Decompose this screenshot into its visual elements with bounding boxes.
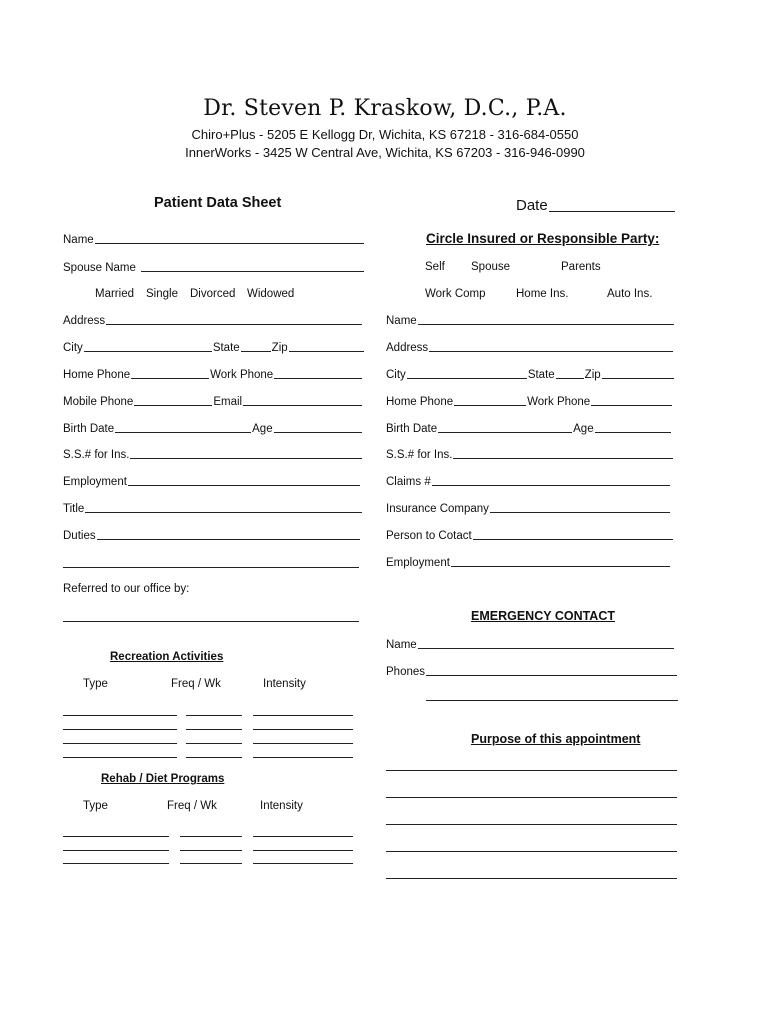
duties-line-2[interactable] (63, 567, 359, 568)
practice-title: Dr. Steven P. Kraskow, D.C., P.A. (203, 96, 567, 121)
employment-field[interactable] (63, 474, 361, 488)
ssn-label: S.S.# for Ins. (63, 449, 130, 461)
ssn-field[interactable] (63, 447, 363, 461)
purpose-heading: Purpose of this appointment (471, 732, 641, 746)
recreation-col-type: Type (83, 678, 108, 690)
rec-freq-line[interactable] (186, 743, 242, 744)
purpose-line[interactable] (386, 851, 677, 852)
r-address-field[interactable] (386, 340, 674, 354)
r-birth-age-field[interactable] (386, 421, 672, 435)
r-city-state-zip-field[interactable] (386, 367, 675, 381)
rec-type-line[interactable] (63, 715, 177, 716)
party-heading: Circle Insured or Responsible Party: (426, 231, 660, 246)
address-line-2: InnerWorks - 3425 W Central Ave, Wichita, KS 67203 - 316-946-0990 (185, 145, 585, 160)
referred-label: Referred to our office by: (63, 583, 190, 595)
rehab-type-line[interactable] (63, 863, 169, 864)
r-name-label: Name (386, 315, 417, 327)
birth-age-field[interactable] (63, 421, 363, 435)
rec-freq-line[interactable] (186, 715, 242, 716)
marital-married[interactable]: Married (95, 288, 134, 300)
marital-divorced[interactable]: Divorced (190, 288, 236, 300)
rec-freq-line[interactable] (186, 757, 242, 758)
zip-label: Zip (271, 342, 288, 354)
rec-type-line[interactable] (63, 757, 177, 758)
r-name-field[interactable] (386, 313, 675, 327)
marital-single[interactable]: Single (146, 288, 178, 300)
rehab-freq-line[interactable] (180, 850, 242, 851)
duties-field[interactable] (63, 528, 361, 542)
state-label: State (212, 342, 240, 354)
rehab-col-type: Type (83, 800, 108, 812)
rec-intensity-line[interactable] (253, 757, 353, 758)
duties-label: Duties (63, 530, 96, 542)
rehab-freq-line[interactable] (180, 836, 242, 837)
recreation-heading: Recreation Activities (110, 651, 224, 663)
rehab-col-intensity: Intensity (260, 800, 303, 812)
emergency-heading: EMERGENCY CONTACT (471, 609, 615, 623)
spouse-name-label: Spouse Name (63, 262, 136, 274)
r-contact-label: Person to Cotact (386, 530, 472, 542)
emergency-phones-field[interactable] (386, 664, 678, 678)
party-work-comp[interactable]: Work Comp (425, 288, 486, 300)
name-field[interactable] (63, 232, 365, 246)
r-work-phone-label: Work Phone (527, 396, 591, 408)
city-state-zip-field[interactable] (63, 340, 365, 354)
emergency-name-label: Name (386, 639, 417, 651)
address-field[interactable] (63, 313, 363, 327)
mobile-phone-label: Mobile Phone (63, 396, 134, 408)
purpose-line[interactable] (386, 770, 677, 771)
recreation-col-intensity: Intensity (263, 678, 306, 690)
birth-date-label: Birth Date (63, 423, 115, 435)
r-birth-date-label: Birth Date (386, 423, 438, 435)
rehab-type-line[interactable] (63, 850, 169, 851)
referred-line[interactable] (63, 621, 359, 622)
party-parents[interactable]: Parents (561, 261, 601, 273)
rehab-intensity-line[interactable] (253, 850, 353, 851)
purpose-line[interactable] (386, 824, 677, 825)
r-contact-field[interactable] (386, 528, 674, 542)
party-home-ins[interactable]: Home Ins. (516, 288, 569, 300)
title-field[interactable] (63, 501, 363, 515)
name-label: Name (63, 234, 94, 246)
rec-type-line[interactable] (63, 743, 177, 744)
r-home-phone-label: Home Phone (386, 396, 454, 408)
r-address-label: Address (386, 342, 429, 354)
city-label: City (63, 342, 83, 354)
rec-freq-line[interactable] (186, 729, 242, 730)
r-state-label: State (527, 369, 555, 381)
rehab-intensity-line[interactable] (253, 836, 353, 837)
r-insurance-label: Insurance Company (386, 503, 489, 515)
title-label: Title (63, 503, 85, 515)
r-age-label: Age (573, 423, 594, 435)
party-self[interactable]: Self (425, 261, 445, 273)
work-phone-label: Work Phone (210, 369, 274, 381)
r-zip-label: Zip (584, 369, 601, 381)
r-claims-field[interactable] (386, 474, 671, 488)
date-label: Date (516, 197, 548, 214)
marital-widowed[interactable]: Widowed (247, 288, 295, 300)
phone-field[interactable] (63, 367, 363, 381)
r-city-label: City (386, 369, 406, 381)
emergency-phones-line-2[interactable] (426, 700, 678, 701)
emergency-name-field[interactable] (386, 637, 675, 651)
r-employment-label: Employment (386, 557, 450, 569)
r-ssn-field[interactable] (386, 447, 674, 461)
form-heading: Patient Data Sheet (154, 195, 282, 211)
rehab-intensity-line[interactable] (253, 863, 353, 864)
recreation-col-freq: Freq / Wk (171, 678, 221, 690)
rec-intensity-line[interactable] (253, 715, 353, 716)
rehab-freq-line[interactable] (180, 863, 242, 864)
mobile-email-field[interactable] (63, 394, 363, 408)
r-employment-field[interactable] (386, 555, 671, 569)
r-phone-field[interactable] (386, 394, 673, 408)
rec-intensity-line[interactable] (253, 743, 353, 744)
age-label: Age (252, 423, 273, 435)
rehab-col-freq: Freq / Wk (167, 800, 217, 812)
home-phone-label: Home Phone (63, 369, 131, 381)
rehab-type-line[interactable] (63, 836, 169, 837)
spouse-name-field[interactable] (63, 260, 365, 274)
rec-intensity-line[interactable] (253, 729, 353, 730)
party-auto-ins[interactable]: Auto Ins. (607, 288, 653, 300)
date-field[interactable] (516, 196, 676, 214)
email-label: Email (213, 396, 243, 408)
rec-type-line[interactable] (63, 729, 177, 730)
purpose-line[interactable] (386, 797, 677, 798)
address-line-1: Chiro+Plus - 5205 E Kellogg Dr, Wichita, KS 67218 - 316-684-0550 (191, 127, 579, 142)
r-insurance-field[interactable] (386, 501, 671, 515)
r-ssn-label: S.S.# for Ins. (386, 449, 453, 461)
rehab-heading: Rehab / Diet Programs (101, 773, 225, 785)
address-label: Address (63, 315, 106, 327)
purpose-line[interactable] (386, 878, 677, 879)
r-claims-label: Claims # (386, 476, 431, 488)
emergency-phones-label: Phones (386, 666, 426, 678)
employment-label: Employment (63, 476, 127, 488)
party-spouse[interactable]: Spouse (471, 261, 511, 273)
